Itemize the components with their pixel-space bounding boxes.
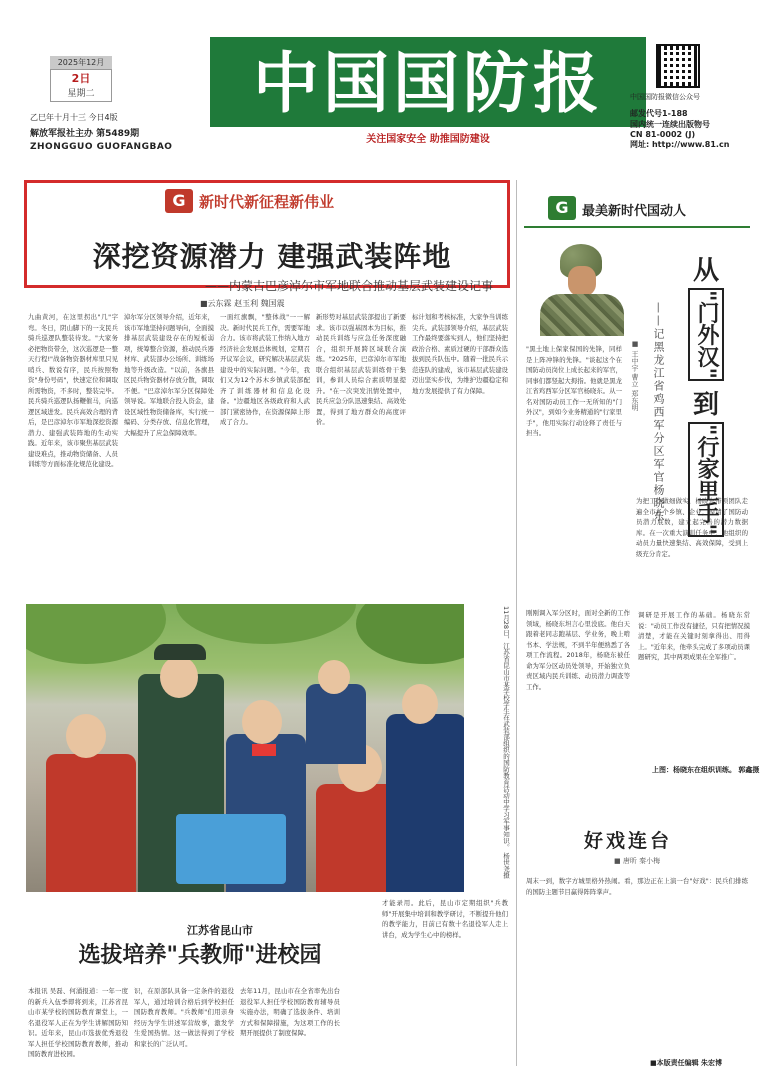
right-text-2: 刚刚调入军分区时，面对全新的工作领域，杨晓东坦言心里没底。他白天跟着老同志跑基层、学业务，晚上啃书本、学法规，不到半年便熟悉了各项工作流程。2018年，杨晓东被任命为军分区动员处领导，开始独立负责区域内民兵训练、动员潜力调查等工作。	[526, 609, 630, 691]
pinyin-name: ZHONGGUO GUOFANGBAO	[30, 142, 173, 152]
date-day-box	[50, 69, 112, 102]
section-badge	[165, 189, 385, 213]
bottom-column-1: 本报讯 吴磊、何涌报道：一年一度的新兵入伍季即将到来，江苏省昆山市某学校的国防教育课堂上，一名退役军人正在为学生讲解国防知识。近年来，昆山市选拔优秀退役军人担任学校国防教育教师，推动国防教育进校园。	[28, 987, 128, 1058]
column-text: 周末一到，数字方城里格外热闹。看，那边正在上演一台"好戏"：民兵们排练的国防主题节目赢得阵阵掌声。	[526, 877, 748, 896]
bottom-column-3: 去年11月，昆山市在全省率先出台退役军人担任学校国防教育辅导员实施办法，明确了选拔条件、培训方式和保障措施，为这项工作的长期开展提供了制度保障。	[240, 987, 340, 1037]
slogan: 关注国家安全 助推国防建设	[366, 134, 490, 145]
date-month: 2025年12月	[50, 56, 112, 69]
column-title: 好戏连台	[584, 830, 673, 852]
feature-article-header	[24, 180, 510, 293]
right-section-badge	[548, 196, 748, 220]
bottom-column-2: 识，在原部队具备一定条件的退役军人，通过培训合格后到学校担任国防教育教师。"兵教师"们用亲身经历为学生讲述军营故事，激发学生爱国热情。这一做法得到了学校和家长的广泛认可。	[134, 987, 234, 1048]
feature-column-3: 一面红旗飘，"整体战"一一解决。新时代民兵工作，需要军地合力。该市将武装工作纳入地方经济社会发展总体规划，定期召开议军会议，研究解决基层武装建设中的实际问题。"今年，我们又为12个苏木乡镇武装部配齐了训练器材和信息化设备。"边疆地区各级政府和人武部门紧密协作，在资源保障上形成了合力。	[220, 313, 310, 426]
right-photo-note: 上图：杨晓东在组织训练。 郭鑫摄	[652, 766, 760, 774]
right-text-4: 调研是开展工作的基础。杨晓东常说："动员工作没有捷径，只有把情况摸清楚，才能在关键时刻拿得出、用得上。"近年来，他牵头完成了多项动员课题研究，其中两项成果在全军推广。	[638, 611, 750, 661]
masthead	[20, 8, 764, 158]
editor-credit: ■本版责任编辑 朱宏博	[650, 1059, 723, 1067]
right-section-label: 最美新时代国动人	[582, 204, 687, 219]
feature-subhead: ——内蒙古巴彦淖尔市军地联合推动基层武装建设记事	[204, 279, 493, 293]
website: 网址: http://www.81.cn	[630, 140, 730, 149]
date-day: 2日	[71, 72, 91, 85]
title-box-1: "门外汉"	[688, 288, 724, 381]
post-code: 邮发代号1-188	[630, 109, 688, 118]
title-part-1: 从	[692, 256, 719, 286]
issue-info	[30, 112, 200, 152]
cn-number: CN 81-0002 (J)	[630, 130, 696, 139]
photo-caption: 11月28日，江苏省昆山市某学校学生在武装部组织的国防教育活动中学习军事知识。 杨世尧摄	[502, 606, 510, 879]
qr-caption: 中国国防报微信公众号	[630, 93, 700, 101]
feature-column-2: 淖尔军分区领导介绍，近年来，该市军地坚持问题导向，全面摸排基层武装建设存在的短板弱项，统筹整合资源，推动民兵器材库、武装部办公场所、训练场地等升级改造。"以前，各旗县区民兵物资器材存放分散，调取不便。"巴彦淖尔军分区保障处领导说。军地联合投入资金，建设区域性物资储备库，实行统一编码、分类存放、信息化管理，大幅提升了应急保障效率。	[124, 313, 214, 437]
date-weekday: 星期二	[67, 89, 95, 99]
slogan-strip	[210, 127, 646, 149]
cn-number-label: 国内统一连续出版物号	[630, 120, 710, 129]
right-text-3: 为把工作做细做实，杨晓东带领团队走遍全市各个乡镇、企业，摸清了国防动员潜力底数，建立起完善的潜力数据库。在一次重大演训任务中，他组织的动员力量快速集结、高效保障，受到上级充分肯定。	[636, 497, 748, 558]
newspaper-logo	[210, 37, 646, 149]
date-box	[50, 56, 112, 102]
title-box-2: "行家里手"	[688, 422, 724, 537]
feature-byline: ■云东霖 赵玉利 魏国震	[200, 299, 285, 308]
feature-column-4: 新形势对基层武装部提出了新要求。该市以强基固本为目标，推动民兵训练与应急任务深度融合，组织开展跨区域联合演练。"2025年，巴彦淖尔市军地联合组织基层武装训练骨干集训，参训人员综合素质明显提升。"在一次突发汛情处置中，民兵应急分队迅速集结、高效处置，得到了地方群众的高度评价。	[316, 313, 406, 426]
bottom-article-headline: 选拔培养"兵教师"进校园	[78, 943, 322, 968]
section-label: 新时代新征程新伟业	[199, 193, 335, 211]
feature-column-1: 九曲黄河，在这里拐出"几"字弯。冬日，阴山脚下的一支民兵骑兵巡逻队整装待发。"大家务必把物资带全，这次巡逻是一整天行程!"战备物资器材库里只见哨兵、数说有序，民兵按照物资"身份号码"，快速定位和调取所需物资，不多时，整装完毕。民兵骑兵巡逻队扬鞭催马，向巡逻区域进发。民兵高效合理的背后，是巴彦淖尔市军地深挖资源潜力、建强武装阵地的生动实践。近年来，该市聚焦基层武装建设难点，推动物资储备、人员训练等方面标准化规范化建设。	[28, 313, 118, 468]
section-logo-icon: G	[548, 196, 576, 220]
feature-column-5: 标计划和考核标准，大家争当训练尖兵。武装部领导介绍，基层武装工作最终要落实到人，他们坚持把政治合格、素质过硬的干部群众选拔到民兵队伍中。随着一批民兵示范连队的建成，该市基层武装建设迈出坚实步伐，为维护边疆稳定和地方发展提供了有力保障。	[412, 313, 508, 395]
lunar-date: 乙巳年十月十三 今日4版	[30, 113, 118, 122]
bottom-column-4: 才能录用。此后，昆山市定期组织"兵教师"开展集中培训和教学研讨，不断提升他们的教学能力，目前已有数十名退役军人走上讲台，成为学生心中的榜样。	[382, 899, 508, 939]
publication-info	[630, 92, 770, 150]
column-byline: ■ 唐昕 秦小梅	[614, 857, 661, 865]
news-photo	[26, 604, 464, 892]
logo-text: 中国国防报	[253, 44, 603, 122]
right-text-1: "黑土地上保家保国的先锋，同样是上阵冲锋的先锋。"谈起这个在国防动员岗位上成长起来的军官，同事们都竖起大拇指。他就是黑龙江省鸡西军分区军官杨晓东。从一名对国防动员工作一无所知的"门外汉"，到如今业务精通的"行家里手"，他用实际行动诠释了责任与担当。	[526, 345, 622, 437]
section-logo-icon: G	[165, 189, 193, 213]
bottom-article-kicker: 江苏省昆山市	[187, 924, 253, 937]
soldier-portrait	[526, 236, 636, 336]
publisher: 解放军报社主办 第5489期	[30, 129, 140, 139]
feature-headline: 深挖资源潜力 建强武装阵地	[92, 240, 452, 273]
section-divider	[524, 226, 750, 228]
qr-code-icon	[656, 44, 700, 88]
right-byline: ■ 王中宇 曹立 郑东明	[631, 340, 639, 411]
title-part-2: 到	[692, 389, 719, 420]
right-subtitle: ——记黑龙江省鸡西军分区军官杨晓东	[652, 302, 665, 523]
